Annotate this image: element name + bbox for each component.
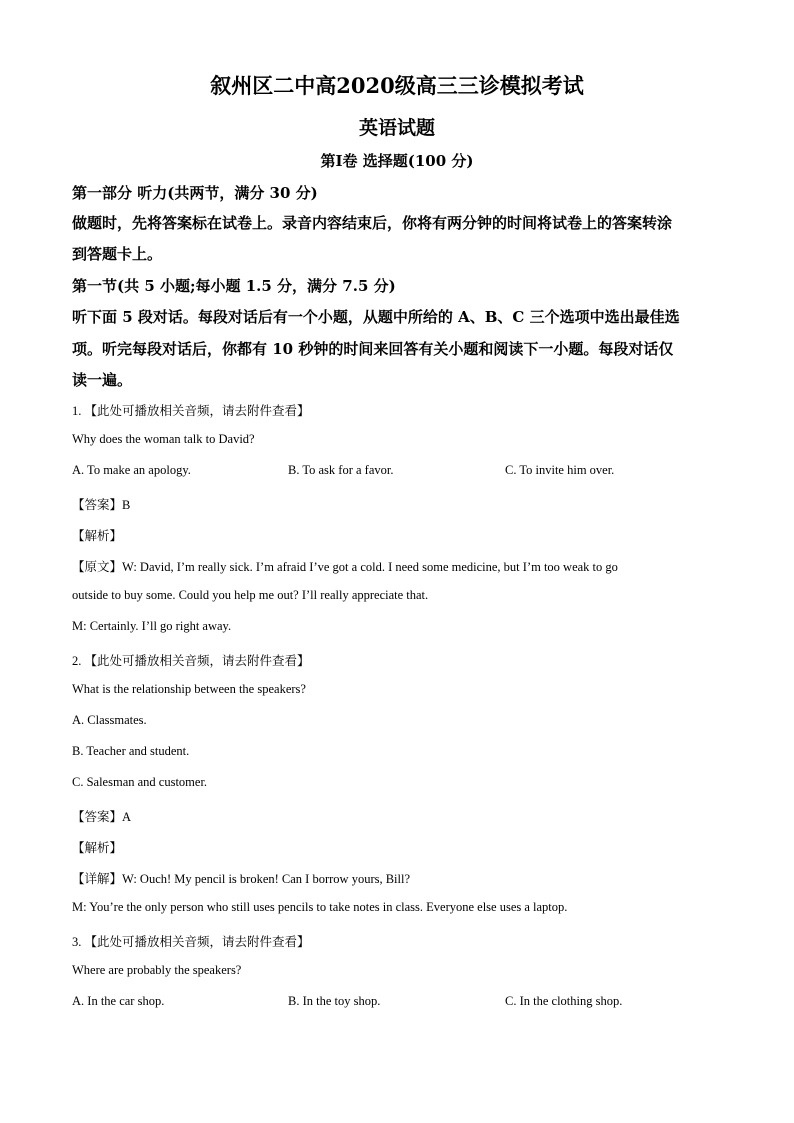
q3-option-c: C. In the clothing shop. xyxy=(505,994,623,1008)
section1-instruction-line: 项。听完每段对话后，你都有 10 秒钟的时间来回答有关小题和阅读下一小题。每段对话仅 xyxy=(72,340,674,358)
q2-option-b: B. Teacher and student. xyxy=(72,744,190,758)
part1-instruction-line: 到答题卡上。 xyxy=(72,245,163,263)
q2-detail-line: 【详解】W: Ouch! My pencil is broken! Can I borrow yours, Bill? xyxy=(72,872,411,886)
q1-number: 1. 【此处可播放相关音频，请去附件查看】 xyxy=(72,404,310,418)
q1-question: Why does the woman talk to David? xyxy=(72,432,255,446)
subject-title: 英语试题 xyxy=(358,117,435,139)
q3-option-b: B. In the toy shop. xyxy=(288,994,381,1008)
q1-option-b: B. To ask for a favor. xyxy=(288,463,394,477)
q2-question: What is the relationship between the speakers? xyxy=(72,682,306,696)
q1-source-line: outside to buy some. Could you help me out? I’ll really appreciate that. xyxy=(72,588,429,602)
q1-source-line: 【原文】W: David, I’m really sick. I’m afraid I’ve got a cold. I need some medicine, but I’m too weak to go xyxy=(72,560,618,574)
section1-heading: 第一节(共 5 小题;每小题 1.5 分，满分 7.5 分) xyxy=(72,277,396,295)
q3-number: 3. 【此处可播放相关音频，请去附件查看】 xyxy=(72,935,310,949)
q3-option-a: A. In the car shop. xyxy=(72,994,165,1008)
part1-heading: 第一部分 听力(共两节，满分 30 分) xyxy=(72,184,318,202)
exam-title: 叙州区二中高2020级高三三诊模拟考试 xyxy=(210,73,584,98)
q1-option-c: C. To invite him over. xyxy=(505,463,615,477)
q1-source-line: M: Certainly. I’ll go right away. xyxy=(72,619,232,633)
q2-analysis-label: 【解析】 xyxy=(72,841,123,855)
q1-answer: 【答案】B xyxy=(72,498,131,512)
section1-instruction-line: 听下面 5 段对话。每段对话后有一个小题，从题中所给的 A、B、C 三个选项中选出最佳选 xyxy=(72,308,680,326)
q2-detail-line: M: You’re the only person who still uses pencils to take notes in class. Everyone else uses a laptop. xyxy=(72,900,568,914)
q2-option-a: A. Classmates. xyxy=(72,713,147,727)
q1-option-a: A. To make an apology. xyxy=(72,463,191,477)
q2-option-c: C. Salesman and customer. xyxy=(72,775,208,789)
q2-number: 2. 【此处可播放相关音频，请去附件查看】 xyxy=(72,654,310,668)
volume-title: 第I卷 选择题(100 分) xyxy=(320,152,474,170)
q2-answer: 【答案】A xyxy=(72,810,132,824)
q3-question: Where are probably the speakers? xyxy=(72,963,242,977)
part1-instruction-line: 做题时，先将答案标在试卷上。录音内容结束后，你将有两分钟的时间将试卷上的答案转涂 xyxy=(72,214,673,232)
section1-instruction-line: 读一遍。 xyxy=(72,371,133,389)
q1-analysis-label: 【解析】 xyxy=(72,529,123,543)
